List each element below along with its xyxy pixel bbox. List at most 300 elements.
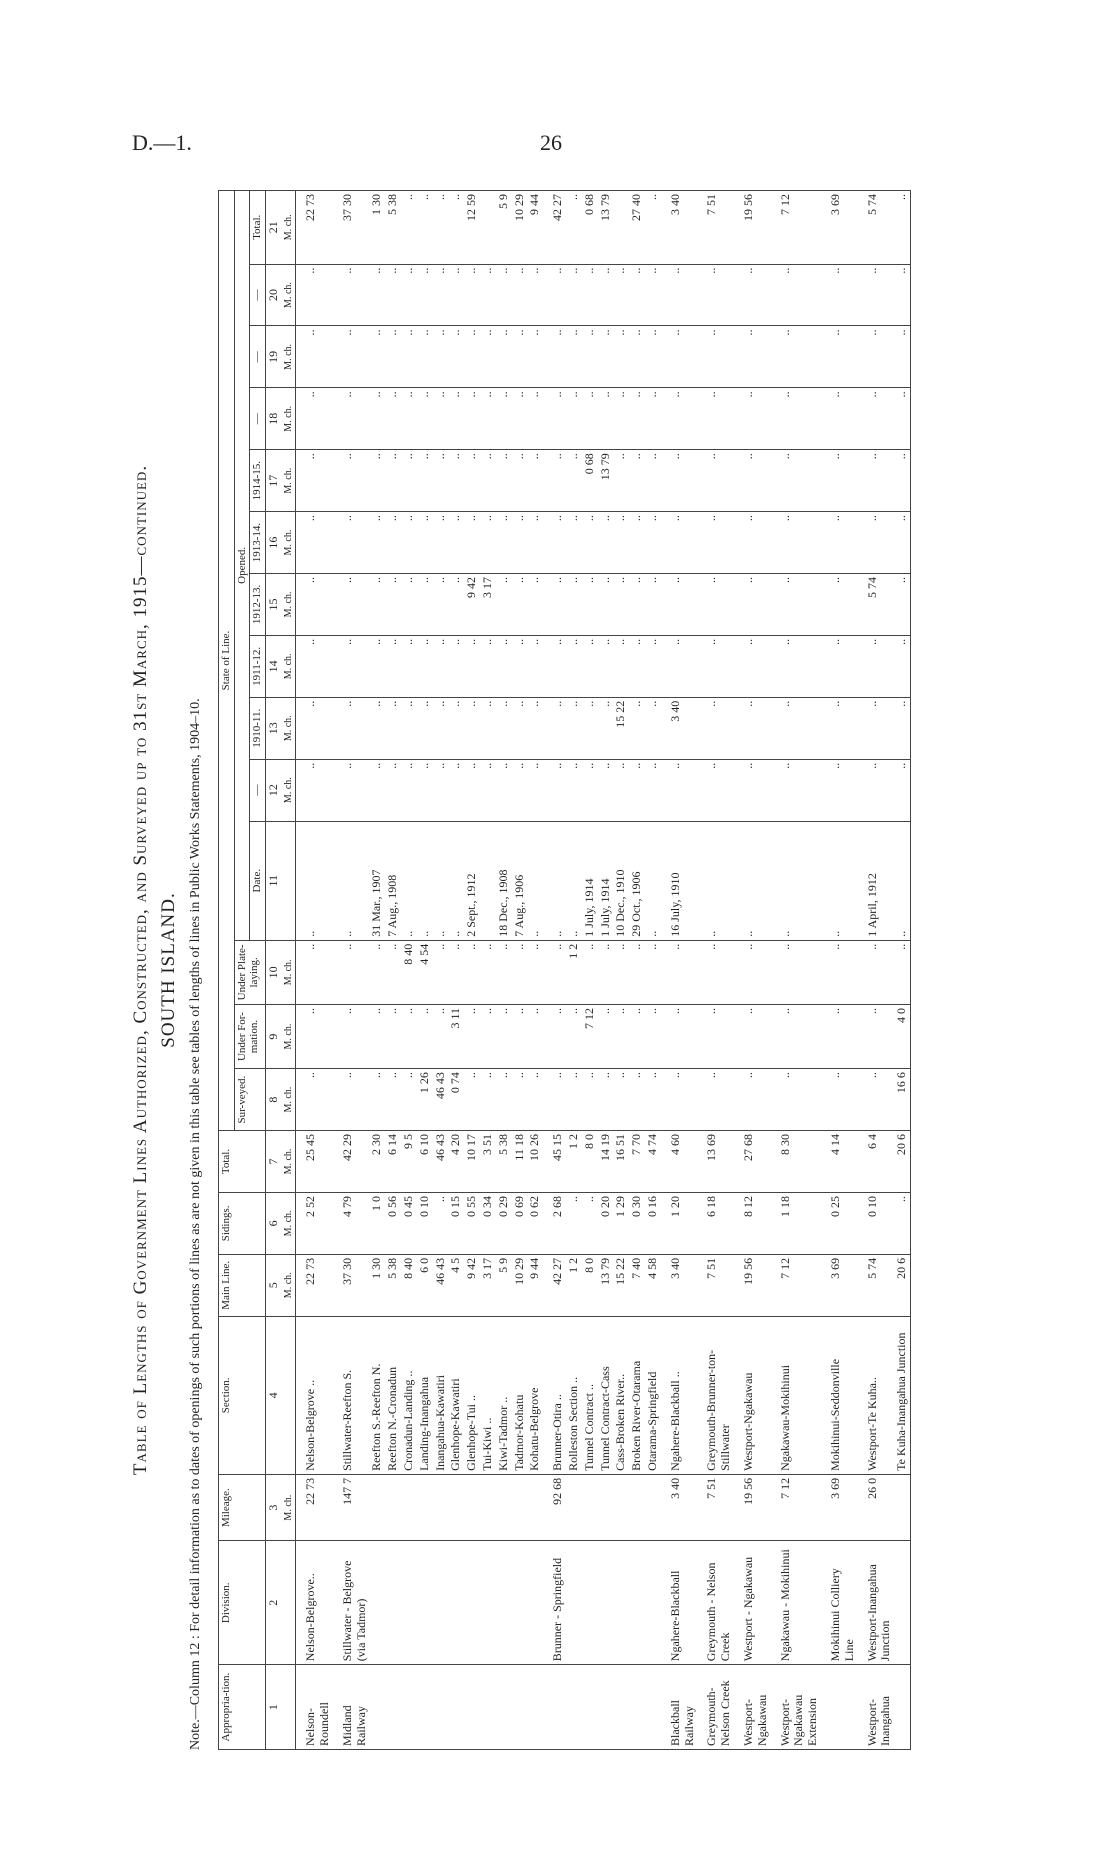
cell-c16: .. <box>448 512 464 574</box>
cell-c19: .. <box>771 326 821 388</box>
cell-form: .. <box>821 1004 858 1068</box>
col-under-platelaying: Under Plate-laying. <box>234 940 265 1004</box>
cell-date: .. <box>417 821 433 940</box>
rotated-table-page <box>130 170 1030 1770</box>
cell-date: .. <box>527 821 543 940</box>
cell-mil <box>512 1474 528 1540</box>
cell-date: 1 April, 1912 <box>858 821 895 940</box>
cell-form: .. <box>512 1004 528 1068</box>
unit-label: M. ch. <box>282 635 296 697</box>
document-reference: D.—1. <box>132 130 192 155</box>
cell-main: 42 27 <box>543 1254 566 1316</box>
table-row <box>771 191 821 1750</box>
cell-c17: .. <box>496 450 512 512</box>
cell-appr <box>433 1665 449 1750</box>
cell-c17: .. <box>401 450 417 512</box>
cell-c21: 5 9 <box>496 191 512 265</box>
cell-form: .. <box>661 1004 698 1068</box>
cell-main: 8 0 <box>582 1254 598 1316</box>
cell-c16: .. <box>385 512 401 574</box>
lines-table <box>218 190 911 1750</box>
cell-c21: 27 40 <box>629 191 645 265</box>
cell-c12: .. <box>527 759 543 821</box>
cell-tot: 6 4 <box>858 1131 895 1193</box>
cell-main: 3 40 <box>661 1254 698 1316</box>
cell-mil <box>480 1474 496 1540</box>
cell-srv: .. <box>480 1069 496 1131</box>
cell-div: Westport - Ngakawau <box>734 1541 771 1665</box>
cell-c19: .. <box>417 326 433 388</box>
col-1913: 1913-14. <box>250 512 266 574</box>
cell-date: .. <box>894 821 910 940</box>
cell-c19: .. <box>582 326 598 388</box>
cell-c18: .. <box>734 388 771 450</box>
cell-c20: .. <box>697 264 734 326</box>
cell-plate: .. <box>496 940 512 1004</box>
cell-sid: 4 79 <box>333 1192 370 1254</box>
cell-tot: 13 69 <box>697 1131 734 1193</box>
cell-c17: .. <box>821 450 858 512</box>
cell-plate: .. <box>894 940 910 1004</box>
cell-c21: .. <box>894 191 910 265</box>
cell-c21: 42 27 <box>543 191 566 265</box>
cell-tot: 1 2 <box>566 1131 582 1193</box>
cell-c18: .. <box>894 388 910 450</box>
cell-div <box>629 1541 645 1665</box>
cell-div <box>369 1541 385 1665</box>
column-number: 8 <box>265 1069 281 1131</box>
cell-plate: 8 40 <box>401 940 417 1004</box>
cell-tot: 9 5 <box>401 1131 417 1193</box>
cell-c19: .. <box>433 326 449 388</box>
table-row <box>417 191 433 1750</box>
unit-label: M. ch. <box>282 191 296 265</box>
cell-c21 <box>480 191 496 265</box>
cell-mil: 7 12 <box>771 1474 821 1540</box>
cell-c20: .. <box>598 264 614 326</box>
cell-div <box>894 1541 910 1665</box>
cell-c20: .. <box>433 264 449 326</box>
cell-form: .. <box>598 1004 614 1068</box>
cell-c19: .. <box>369 326 385 388</box>
cell-c12: .. <box>629 759 645 821</box>
cell-c18: .. <box>401 388 417 450</box>
cell-c16: .. <box>401 512 417 574</box>
col-main-line: Main Line. <box>219 1254 266 1316</box>
table-row <box>566 191 582 1750</box>
cell-form: .. <box>464 1004 480 1068</box>
table-row <box>734 191 771 1750</box>
cell-srv: .. <box>629 1069 645 1131</box>
table-row <box>448 191 464 1750</box>
cell-mil: 3 40 <box>661 1474 698 1540</box>
cell-c19: .. <box>543 326 566 388</box>
cell-c14: .. <box>697 635 734 697</box>
cell-c15: .. <box>771 574 821 636</box>
cell-plate: .. <box>771 940 821 1004</box>
cell-c16: .. <box>527 512 543 574</box>
cell-c20: .. <box>496 264 512 326</box>
page-number: 26 <box>540 130 562 155</box>
cell-sid: 0 10 <box>417 1192 433 1254</box>
cell-c18: .. <box>697 388 734 450</box>
cell-c14: .. <box>433 635 449 697</box>
cell-sec: Kiwi-Tadmor .. <box>496 1316 512 1474</box>
cell-c20: .. <box>417 264 433 326</box>
cell-mil: 19 56 <box>734 1474 771 1540</box>
cell-c19: .. <box>566 326 582 388</box>
cell-main: 4 5 <box>448 1254 464 1316</box>
cell-form: 4 0 <box>894 1004 910 1068</box>
cell-c12: .. <box>512 759 528 821</box>
cell-plate: 1 2 <box>566 940 582 1004</box>
cell-c16: .. <box>629 512 645 574</box>
cell-c15: .. <box>417 574 433 636</box>
cell-form: .. <box>369 1004 385 1068</box>
cell-appr: Midland Railway <box>333 1665 370 1750</box>
cell-date: 7 Aug., 1906 <box>512 821 528 940</box>
cell-c19: .. <box>480 326 496 388</box>
cell-plate: .. <box>433 940 449 1004</box>
cell-c17: .. <box>417 450 433 512</box>
cell-c14: .. <box>543 635 566 697</box>
cell-main: 37 30 <box>333 1254 370 1316</box>
cell-c17: .. <box>894 450 910 512</box>
table-row <box>512 191 528 1750</box>
cell-mil <box>464 1474 480 1540</box>
cell-c21: 37 30 <box>333 191 370 265</box>
cell-tot: 6 10 <box>417 1131 433 1193</box>
table-row <box>598 191 614 1750</box>
cell-main: 3 17 <box>480 1254 496 1316</box>
cell-c20: .. <box>333 264 370 326</box>
cell-form: .. <box>385 1004 401 1068</box>
cell-mil: 92 68 <box>543 1474 566 1540</box>
cell-sid: 0 34 <box>480 1192 496 1254</box>
cell-c16: .. <box>613 512 629 574</box>
cell-c13: .. <box>369 697 385 759</box>
cell-c15: .. <box>385 574 401 636</box>
cell-form: .. <box>401 1004 417 1068</box>
cell-div: Greymouth - Nelson Creek <box>697 1541 734 1665</box>
cell-c16: .. <box>480 512 496 574</box>
cell-c12: .. <box>433 759 449 821</box>
cell-tot: 4 60 <box>661 1131 698 1193</box>
cell-tot: 8 0 <box>582 1131 598 1193</box>
cell-mil <box>527 1474 543 1540</box>
cell-c13: .. <box>858 697 895 759</box>
cell-c15: .. <box>613 574 629 636</box>
cell-c13: .. <box>629 697 645 759</box>
column-number: 16 <box>265 512 281 574</box>
cell-c16: .. <box>894 512 910 574</box>
cell-c13: .. <box>821 697 858 759</box>
cell-c16: .. <box>512 512 528 574</box>
cell-c16: .. <box>369 512 385 574</box>
cell-tot: 6 14 <box>385 1131 401 1193</box>
cell-sec: Nelson-Belgrove .. <box>296 1316 333 1474</box>
cell-div: Ngahere-Blackball <box>661 1541 698 1665</box>
cell-sec: Greymouth-Brunner-ton-Stillwater <box>697 1316 734 1474</box>
cell-c18: .. <box>333 388 370 450</box>
cell-c19: .. <box>629 326 645 388</box>
cell-srv: .. <box>566 1069 582 1131</box>
cell-sid: 0 15 <box>448 1192 464 1254</box>
cell-c19: .. <box>661 326 698 388</box>
cell-plate: .. <box>480 940 496 1004</box>
cell-c17: .. <box>385 450 401 512</box>
cell-tot: 27 68 <box>734 1131 771 1193</box>
table-row <box>433 191 449 1750</box>
cell-c17: .. <box>734 450 771 512</box>
cell-c19: .. <box>598 326 614 388</box>
cell-c20: .. <box>771 264 821 326</box>
cell-appr <box>527 1665 543 1750</box>
cell-c17: .. <box>296 450 333 512</box>
cell-c13: .. <box>464 697 480 759</box>
cell-div <box>598 1541 614 1665</box>
cell-div <box>527 1541 543 1665</box>
cell-appr <box>464 1665 480 1750</box>
col-opened: Opened. <box>234 191 250 941</box>
cell-c18: .. <box>417 388 433 450</box>
cell-c12: .. <box>401 759 417 821</box>
cell-c18: .. <box>566 388 582 450</box>
cell-c15: .. <box>496 574 512 636</box>
cell-c21: 5 74 <box>858 191 895 265</box>
unit-label: M. ch. <box>282 697 296 759</box>
cell-mil <box>401 1474 417 1540</box>
cell-c17: .. <box>480 450 496 512</box>
cell-sec: Tadmor-Kohatu <box>512 1316 528 1474</box>
cell-mil: 3 69 <box>821 1474 858 1540</box>
cell-c16: .. <box>734 512 771 574</box>
cell-sid: 0 62 <box>527 1192 543 1254</box>
cell-c19: .. <box>296 326 333 388</box>
col-blank-18: — <box>250 388 266 450</box>
cell-c15: .. <box>734 574 771 636</box>
cell-sec: Tunnel Contract .. <box>582 1316 598 1474</box>
cell-c14: .. <box>496 635 512 697</box>
cell-c21: 7 51 <box>697 191 734 265</box>
cell-sec: Ngakawau-Mokihinui <box>771 1316 821 1474</box>
cell-c16: .. <box>697 512 734 574</box>
cell-plate: .. <box>527 940 543 1004</box>
cell-srv: .. <box>771 1069 821 1131</box>
table-row <box>464 191 480 1750</box>
cell-srv: 46 43 <box>433 1069 449 1131</box>
cell-c21: 5 38 <box>385 191 401 265</box>
cell-srv: .. <box>527 1069 543 1131</box>
column-number: 15 <box>265 574 281 636</box>
cell-c18: .. <box>598 388 614 450</box>
cell-sid: 0 55 <box>464 1192 480 1254</box>
cell-sid: 0 69 <box>512 1192 528 1254</box>
col-appropriation: Appropria-tion. <box>219 1665 266 1750</box>
table-row <box>821 191 858 1750</box>
cell-div: Stillwater - Belgrove (via Tadmor) <box>333 1541 370 1665</box>
cell-main: 20 6 <box>894 1254 910 1316</box>
cell-sec: Mokihinui-Seddonville <box>821 1316 858 1474</box>
column-number: 5 <box>265 1254 281 1316</box>
cell-appr <box>645 1665 661 1750</box>
cell-plate: .. <box>645 940 661 1004</box>
cell-c15: .. <box>566 574 582 636</box>
table-title: Table of Lengths of Government Lines Authorized, Constructed, and Surveyed up to 31st March, 1915—continued. <box>130 464 151 1476</box>
table-row <box>333 191 370 1750</box>
cell-sid: .. <box>433 1192 449 1254</box>
cell-srv: .. <box>401 1069 417 1131</box>
cell-form: 3 11 <box>448 1004 464 1068</box>
col-mileage: Mileage. <box>219 1474 266 1540</box>
cell-date: 1 July, 1914 <box>582 821 598 940</box>
col-1910: 1910-11. <box>250 697 266 759</box>
cell-c14: .. <box>448 635 464 697</box>
cell-tot: 3 51 <box>480 1131 496 1193</box>
cell-sid: .. <box>566 1192 582 1254</box>
cell-plate: .. <box>598 940 614 1004</box>
cell-c20: .. <box>566 264 582 326</box>
cell-appr: Blackball Railway <box>661 1665 698 1750</box>
cell-sec: Rolleston Section .. <box>566 1316 582 1474</box>
unit-label <box>282 821 296 940</box>
table-row <box>480 191 496 1750</box>
cell-c20: .. <box>629 264 645 326</box>
cell-main: 9 44 <box>527 1254 543 1316</box>
cell-date: .. <box>401 821 417 940</box>
cell-c19: .. <box>734 326 771 388</box>
cell-srv: .. <box>645 1069 661 1131</box>
cell-date: .. <box>448 821 464 940</box>
cell-mil <box>566 1474 582 1540</box>
cell-c17: .. <box>433 450 449 512</box>
cell-main: 8 40 <box>401 1254 417 1316</box>
cell-c18: .. <box>433 388 449 450</box>
cell-mil: 22 73 <box>296 1474 333 1540</box>
cell-srv: .. <box>512 1069 528 1131</box>
cell-sec: Kohatu-Belgrove <box>527 1316 543 1474</box>
unit-row <box>282 191 296 1750</box>
cell-c16: .. <box>598 512 614 574</box>
cell-c21: 12 59 <box>464 191 480 265</box>
cell-div <box>480 1541 496 1665</box>
cell-c18: .. <box>512 388 528 450</box>
cell-form: .. <box>613 1004 629 1068</box>
cell-srv: .. <box>369 1069 385 1131</box>
cell-date: .. <box>296 821 333 940</box>
table-row <box>661 191 698 1750</box>
cell-main: 7 12 <box>771 1254 821 1316</box>
cell-date: .. <box>771 821 821 940</box>
cell-appr <box>401 1665 417 1750</box>
cell-c14: .. <box>629 635 645 697</box>
cell-appr: Westport-Ngakawau Extension <box>771 1665 821 1750</box>
cell-c19: .. <box>613 326 629 388</box>
cell-c16: .. <box>464 512 480 574</box>
col-state-of-line: State of Line. <box>219 191 235 1131</box>
cell-c19: .. <box>512 326 528 388</box>
cell-c19: .. <box>496 326 512 388</box>
cell-sec: Glenhope-Tui .. <box>464 1316 480 1474</box>
cell-c12: .. <box>543 759 566 821</box>
cell-sec: Cass-Broken River.. <box>613 1316 629 1474</box>
cell-sid: 1 29 <box>613 1192 629 1254</box>
col-prior: — <box>250 759 266 821</box>
unit-label: M. ch. <box>282 1069 296 1131</box>
cell-appr: Westport-Ngakawau <box>734 1665 771 1750</box>
cell-c20: .. <box>480 264 496 326</box>
cell-div <box>385 1541 401 1665</box>
cell-form: .. <box>566 1004 582 1068</box>
cell-c12: .. <box>496 759 512 821</box>
cell-date: .. <box>821 821 858 940</box>
cell-c19: .. <box>821 326 858 388</box>
cell-c12: .. <box>385 759 401 821</box>
cell-plate: .. <box>385 940 401 1004</box>
cell-form: 7 12 <box>582 1004 598 1068</box>
cell-c17: .. <box>464 450 480 512</box>
column-number: 1 <box>265 1665 281 1750</box>
cell-c12: .. <box>661 759 698 821</box>
cell-c16: .. <box>566 512 582 574</box>
unit-label: M. ch. <box>282 1004 296 1068</box>
cell-appr <box>417 1665 433 1750</box>
cell-sid: 2 68 <box>543 1192 566 1254</box>
cell-sid: 8 12 <box>734 1192 771 1254</box>
cell-c19: .. <box>333 326 370 388</box>
cell-sec: Stillwater-Reefton S. <box>333 1316 370 1474</box>
cell-sid: 0 56 <box>385 1192 401 1254</box>
cell-c19: .. <box>697 326 734 388</box>
cell-plate: .. <box>582 940 598 1004</box>
cell-plate: .. <box>296 940 333 1004</box>
table-row <box>613 191 629 1750</box>
cell-main: 7 51 <box>697 1254 734 1316</box>
cell-c13: .. <box>771 697 821 759</box>
cell-c21: .. <box>645 191 661 265</box>
cell-div <box>512 1541 528 1665</box>
cell-date: 10 Dec., 1910 <box>613 821 629 940</box>
cell-c21: 13 79 <box>598 191 614 265</box>
cell-sec: Otarama-Springfield <box>645 1316 661 1474</box>
cell-mil <box>598 1474 614 1540</box>
col-sidings: Sidings. <box>219 1192 266 1254</box>
cell-mil <box>433 1474 449 1540</box>
cell-main: 5 9 <box>496 1254 512 1316</box>
cell-c20: .. <box>543 264 566 326</box>
cell-c13: .. <box>296 697 333 759</box>
cell-srv: .. <box>496 1069 512 1131</box>
cell-c13: .. <box>566 697 582 759</box>
cell-date: .. <box>433 821 449 940</box>
cell-c17: 13 79 <box>598 450 614 512</box>
cell-c12: .. <box>333 759 370 821</box>
cell-c13: .. <box>894 697 910 759</box>
cell-c17: .. <box>512 450 528 512</box>
cell-c12: .. <box>417 759 433 821</box>
cell-div: Nelson-Belgrove.. <box>296 1541 333 1665</box>
cell-srv: .. <box>333 1069 370 1131</box>
cell-c12: .. <box>464 759 480 821</box>
cell-c15: .. <box>448 574 464 636</box>
unit-label: M. ch. <box>282 759 296 821</box>
cell-c16: .. <box>821 512 858 574</box>
cell-srv: 16 6 <box>894 1069 910 1131</box>
cell-c20: .. <box>512 264 528 326</box>
unit-label: M. ch. <box>282 1131 296 1193</box>
cell-c14: .. <box>512 635 528 697</box>
table-row <box>697 191 734 1750</box>
